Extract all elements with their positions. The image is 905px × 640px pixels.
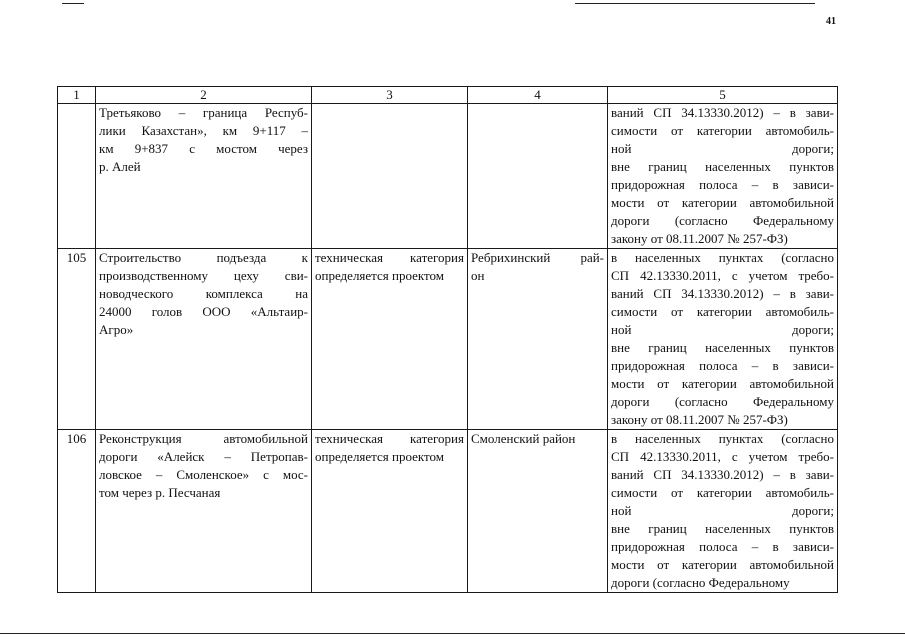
page-number: 41 (826, 16, 836, 27)
column-header: 1 (58, 87, 96, 104)
column-header: 2 (96, 87, 312, 104)
text-line: СП 42.13330.2011, с учетом требо- (611, 449, 834, 464)
district-cell (468, 249, 608, 430)
text-line: производственному цеху сви- (99, 268, 308, 283)
category-cell (312, 104, 468, 249)
text-line: в населенных пунктах (согласно (611, 250, 834, 265)
text-line: мости от категории автомобильной (611, 557, 834, 572)
text-line: техническая категория (315, 431, 464, 446)
text-line: км 9+837 с мостом через (99, 141, 308, 156)
text-line: Третьяково – граница Респуб- (99, 105, 308, 120)
text-line: лики Казахстан», км 9+117 – (99, 123, 308, 138)
text-line: дороги (согласно Федеральному (611, 394, 834, 409)
text-line: Реконструкция автомобильной (99, 431, 308, 446)
scan-top-rule-right (575, 3, 815, 4)
text-line: вне границ населенных пунктов (611, 521, 834, 536)
row-number (58, 104, 96, 249)
column-header: 3 (312, 87, 468, 104)
text-line: придорожная полоса – в зависи- (611, 358, 834, 373)
object-cell (96, 104, 312, 249)
text-line: закону от 08.11.2007 № 257-ФЗ) (611, 231, 788, 246)
text-line: в населенных пунктах (согласно (611, 431, 834, 446)
text-line: симости от категории автомобиль- (611, 304, 834, 319)
table-row (58, 249, 838, 430)
zone-cell (608, 430, 838, 593)
text-line: дороги «Алейск – Петропав- (99, 449, 308, 464)
text-line: он (471, 268, 485, 283)
text-line: р. Алей (99, 159, 141, 174)
table-body (58, 104, 838, 593)
text-line: придорожная полоса – в зависи- (611, 177, 834, 192)
document-table (57, 86, 838, 593)
scan-bottom-rule (0, 633, 905, 634)
text-line: определяется проектом (315, 268, 445, 283)
text-line: вне границ населенных пунктов (611, 159, 834, 174)
text-line: дороги (согласно Федеральному (611, 575, 790, 590)
text-line: ной дороги; (611, 322, 834, 337)
text-line: ваний СП 34.13330.2012) – в зави- (611, 105, 834, 120)
district-cell (468, 430, 608, 593)
district-cell (468, 104, 608, 249)
text-line: СП 42.13330.2011, с учетом требо- (611, 268, 834, 283)
text-line: симости от категории автомобиль- (611, 123, 834, 138)
text-line: симости от категории автомобиль- (611, 485, 834, 500)
text-line: дороги (согласно Федеральному (611, 213, 834, 228)
category-cell (312, 430, 468, 593)
object-cell (96, 249, 312, 430)
text-line: Строительство подъезда к (99, 250, 308, 265)
text-line: 24000 голов ООО «Альтаир- (99, 304, 308, 319)
text-line: определяется проектом (315, 449, 445, 464)
text-line: ной дороги; (611, 503, 834, 518)
text-line: мости от категории автомобильной (611, 376, 834, 391)
zone-cell (608, 104, 838, 249)
text-line: ваний СП 34.13330.2012) – в зави- (611, 467, 834, 482)
text-line: ной дороги; (611, 141, 834, 156)
text-line: ловское – Смоленское» с мос- (99, 467, 308, 482)
text-line: придорожная полоса – в зависи- (611, 539, 834, 554)
text-line: том через р. Песчаная (99, 485, 221, 500)
column-header: 5 (608, 87, 838, 104)
table-row (58, 104, 838, 249)
text-line: Агро» (99, 322, 134, 337)
row-number: 106 (58, 430, 96, 593)
zone-cell (608, 249, 838, 430)
column-header: 4 (468, 87, 608, 104)
category-cell (312, 249, 468, 430)
text-line: новодческого комплекса на (99, 286, 308, 301)
table-header-row (58, 87, 838, 104)
text-line: Ребрихинский рай- (471, 250, 604, 265)
object-cell (96, 430, 312, 593)
text-line: Смоленский район (471, 431, 576, 446)
text-line: мости от категории автомобильной (611, 195, 834, 210)
text-line: техническая категория (315, 250, 464, 265)
text-line: вне границ населенных пунктов (611, 340, 834, 355)
text-line: закону от 08.11.2007 № 257-ФЗ) (611, 412, 788, 427)
row-number: 105 (58, 249, 96, 430)
text-line: ваний СП 34.13330.2012) – в зави- (611, 286, 834, 301)
scan-top-rule-left (62, 3, 84, 4)
table-row (58, 430, 838, 593)
